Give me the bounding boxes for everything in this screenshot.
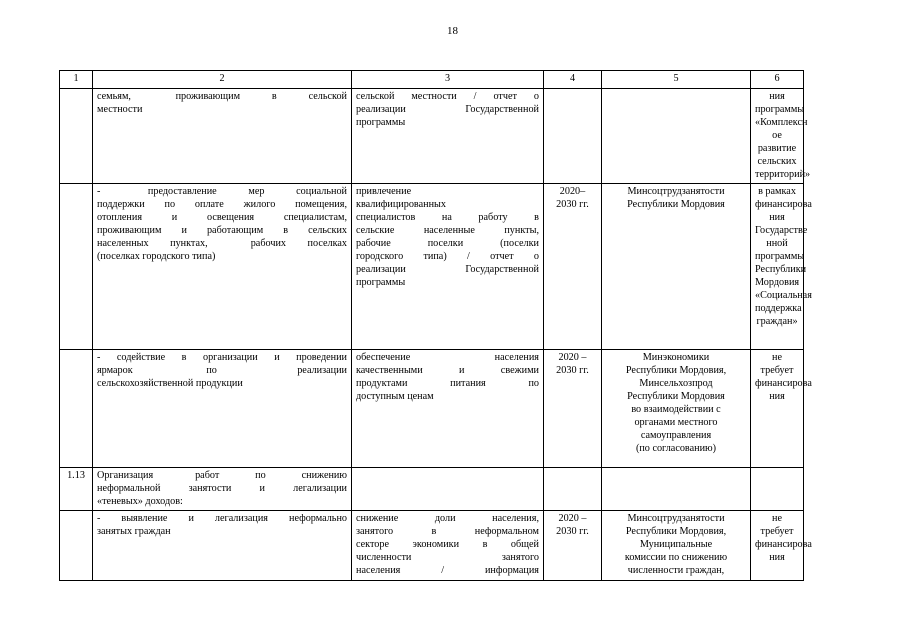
cell-line: самоуправления [640,430,712,441]
cell-line: рабочие поселки (поселки [356,238,539,249]
funding-cell [751,89,811,184]
header-cell-3: 3 [352,71,544,89]
cell-line: во взаимодействии с [631,404,721,415]
cell-line: программы [755,251,805,262]
page-number: 18 [447,25,458,37]
cell-line: доступным ценам [356,391,434,402]
cell-line: Муниципальные [639,539,713,550]
cell-line: (поселках городского типа) [97,251,216,262]
cell-line: населенных пунктах, рабочих поселках [97,238,347,249]
cell-line: населения / информация [356,565,539,576]
cell-line: обеспечение населения [356,352,539,363]
cell-line: финансирова [755,199,812,210]
result-cell [352,468,544,511]
cell-line: семьям, проживающим в сельской [97,91,347,102]
period-cell [544,468,602,511]
cell-line: поддержки по оплате жилого помещения, [97,199,347,210]
header-cell-2: 2 [93,71,352,89]
cell-line: поддержка [755,303,802,314]
cell-line: местности [97,104,143,115]
cell-line: в рамках [758,186,796,197]
cell-line: отопления и освещения специалистам, [97,212,347,223]
measure-cell [93,184,352,350]
cell-line: занятого в неформальном [356,526,539,537]
cell-line: ое развитие [757,130,797,154]
cell-line: граждан» [756,316,798,327]
cell-line: численности занятого [356,552,539,563]
result-cell [352,184,544,350]
cell-line: сельскохозяйственной продукции [97,378,243,389]
cell-line: продуктами питания по [356,378,539,389]
executor-cell [602,89,751,184]
cell-line: Минсоцтрудзанятости [627,513,725,524]
cell-line: финансирова [755,539,812,550]
cell-line: органами местного [634,417,718,428]
cell-line: 2020 – [558,352,587,363]
result-cell [352,89,544,184]
cell-line: программы [755,104,805,115]
cell-line: Минэкономики [642,352,710,363]
period-cell [544,350,602,468]
row-number [60,184,93,350]
table-row [60,468,804,511]
measures-table [59,70,812,581]
header-cell-6: 6 [751,71,804,89]
measure-cell [93,511,352,581]
table-header-row [60,71,804,89]
cell-line: сельской местности / отчет о [356,91,539,102]
cell-line: ярмарок по реализации [97,365,347,376]
cell-line: 2020– [559,186,586,197]
cell-line: реализации Государственной [356,104,539,115]
cell-line: территорий» [755,169,811,180]
cell-line: не требует [760,352,794,376]
table-row [60,350,804,468]
cell-line: проживающим и работающим в сельских [97,225,347,236]
measure-cell [93,350,352,468]
cell-line: Республики Мордовия [627,199,725,210]
executor-cell [602,184,751,350]
cell-line: Республики Мордовия, [625,526,727,537]
cell-line: Республики [755,264,807,275]
cell-line: привлечение [356,186,412,197]
cell-line: (по согласованию) [635,443,717,454]
row-number [60,89,93,184]
cell-line: городского типа) / отчет о [356,251,539,262]
cell-line: комиссии по снижению [624,552,728,563]
cell-line: Минсоцтрудзанятости [627,186,725,197]
row-number: 1.13 [60,468,93,511]
cell-line: не требует [760,513,794,537]
header-cell-1: 1 [60,71,93,89]
cell-line: ния [769,91,785,102]
cell-line: Республики Мордовия [627,391,725,402]
executor-cell [602,511,751,581]
cell-line: Мордовия [755,277,800,288]
cell-line: сельские населенные пункты, [356,225,539,236]
cell-line: ния [769,552,785,563]
period-cell [544,511,602,581]
cell-line: ния [769,391,785,402]
funding-cell [751,184,812,350]
cell-line: - предоставление мер социальной [97,186,347,197]
result-cell [352,350,544,468]
cell-line: численности граждан, [627,565,725,576]
cell-line: снижение доли населения, [356,513,539,524]
table-row [60,511,804,581]
cell-line: 2020 – [558,513,587,524]
cell-line: финансирова [755,378,812,389]
cell-line: 2030 гг. [556,199,589,210]
executor-cell [602,468,751,511]
header-cell-4: 4 [544,71,602,89]
funding-cell [751,511,812,581]
cell-line: - выявление и легализация неформально [97,513,347,524]
row-number [60,350,93,468]
cell-line: специалистов на работу в [356,212,539,223]
cell-line: программы [356,277,406,288]
cell-line: 2030 гг. [556,526,589,537]
cell-line: реализации Государственной [356,264,539,275]
table-row [60,184,804,350]
cell-line: «теневых» доходов: [97,496,183,507]
result-cell [352,511,544,581]
cell-line: Организация работ по снижению [97,470,347,481]
funding-cell [751,468,804,511]
cell-line: ния [769,212,785,223]
header-cell-5: 5 [602,71,751,89]
cell-line: неформальной занятости и легализации [97,483,347,494]
period-cell [544,89,602,184]
cell-line: качественными и свежими [356,365,539,376]
cell-line: «Социальная [755,290,812,301]
table-row [60,89,804,184]
cell-line: Минсельхозпрод [639,378,713,389]
cell-line: занятых граждан [97,526,171,537]
cell-line: секторе экономики в общей [356,539,539,550]
measure-cell [93,89,352,184]
cell-line: квалифицированных [356,199,446,210]
cell-line: 2030 гг. [556,365,589,376]
row-number [60,511,93,581]
cell-line: сельских [757,156,797,167]
cell-line: Государстве [755,225,808,236]
cell-line: «Комплексн [755,117,808,128]
cell-line: Республики Мордовия, [625,365,727,376]
cell-line: программы [356,117,406,128]
cell-line: - содействие в организации и проведении [97,352,347,363]
cell-line: нной [766,238,788,249]
funding-cell [751,350,812,468]
period-cell [544,184,602,350]
measure-cell [93,468,352,511]
executor-cell [602,350,751,468]
